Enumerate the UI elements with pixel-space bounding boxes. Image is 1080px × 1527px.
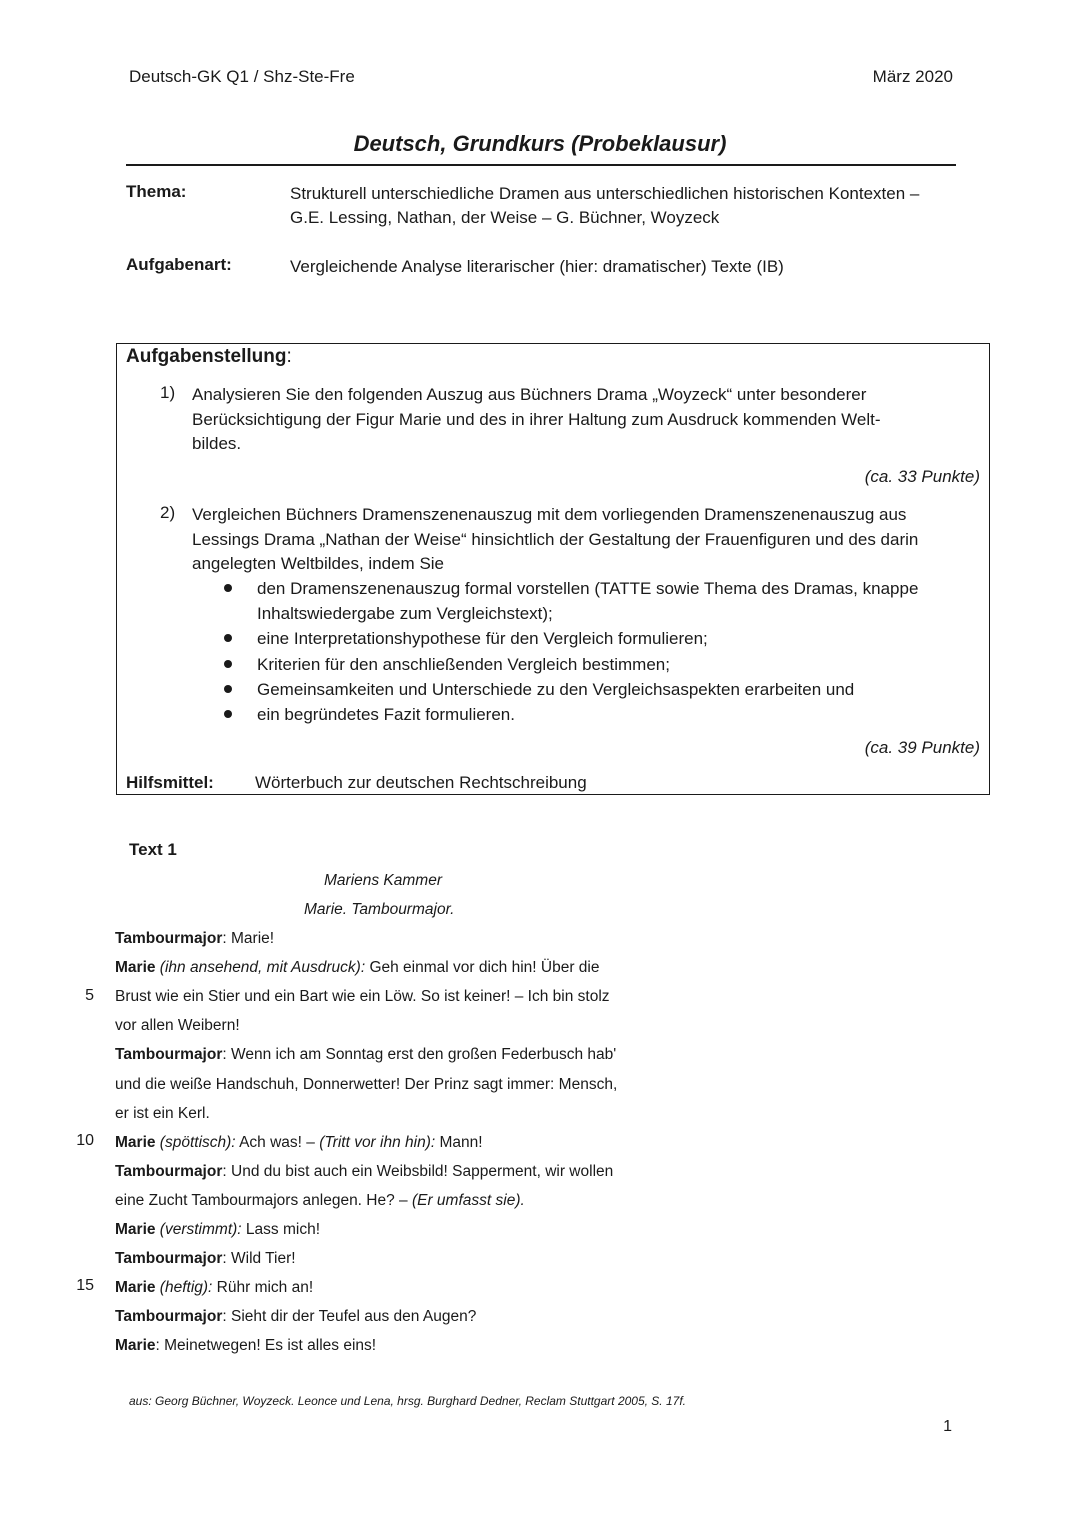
dialogue-line [115, 1163, 613, 1181]
dialogue-text: Lass mich! [245, 1221, 321, 1238]
text1-label: Text 1 [129, 840, 177, 859]
task-2-text [192, 503, 982, 577]
task-heading [126, 346, 292, 368]
task-1-number: 1) [160, 383, 176, 402]
task-2-line: Lessings Drama „Nathan der Weise“ hinsichtlich der Gestaltung der Frauenfiguren und des darin [192, 529, 919, 549]
task-1-line: Berücksichtigung der Figur Marie und des in ihrer Haltung zum Ausdruck kommenden Welt- [192, 409, 881, 429]
task-heading-colon: : [286, 346, 292, 367]
dialogue-text: vor allen Weibern! [115, 1017, 240, 1035]
separator: : [222, 1046, 231, 1064]
scene-persons: Marie. Tambourmajor. [304, 901, 455, 918]
bullet-icon [224, 660, 232, 668]
dialogue-speaker: Marie [115, 959, 156, 977]
dialogue-text: Sieht dir der Teufel aus den Augen? [231, 1308, 477, 1326]
dialogue-line [115, 1105, 210, 1123]
task-2-points: (ca. 39 Punkte) [864, 738, 980, 757]
dialogue-text: eine Zucht Tambourmajors anlegen. He? – [115, 1191, 412, 1209]
line-number-10: 10 [76, 1132, 94, 1149]
dialogue-speaker: Tambourmajor [115, 1308, 223, 1326]
separator: : [155, 1337, 165, 1355]
task-1-points: (ca. 33 Punkte) [864, 467, 980, 486]
stage-direction: (verstimmt): [155, 1221, 242, 1238]
page-number: 1 [943, 1418, 952, 1435]
bullet-item [257, 576, 977, 626]
bullet-item: Gemeinsamkeiten und Unterschiede zu den Vergleichsaspekten erarbeiten und [257, 680, 855, 699]
dialogue-text: Wild Tier! [231, 1250, 296, 1268]
task-type-value: Vergleichende Analyse literarischer (hier: dramatischer) Texte (IB) [290, 257, 784, 276]
topic-value [290, 182, 990, 230]
bullet-icon [224, 634, 232, 642]
aids-label: Hilfsmittel: [126, 773, 214, 792]
dialogue-text: Rühr mich an! [216, 1279, 314, 1297]
topic-line-1: Strukturell unterschiedliche Dramen aus unterschiedlichen historischen Kontexten – [290, 184, 920, 203]
dialogue-speaker: Tambourmajor [115, 930, 223, 947]
bullet-item: Kriterien für den anschließenden Vergleich bestimmen; [257, 655, 670, 674]
dialogue-speaker: Tambourmajor [115, 1162, 223, 1180]
dialogue-text: Geh einmal vor dich hin! Über die [369, 959, 600, 977]
dialogue-line [115, 1017, 240, 1035]
page-title: Deutsch, Grundkurs (Probeklausur) [353, 131, 727, 156]
dialogue-line [115, 1134, 483, 1152]
course-header: Deutsch-GK Q1 / Shz-Ste-Fre [129, 67, 355, 86]
task-type-label: Aufgabenart: [126, 255, 232, 274]
source-citation: aus: Georg Büchner, Woyzeck. Leonce und Lena, hrsg. Burghard Dedner, Reclam Stuttgart 2005, S. 17f. [129, 1394, 686, 1408]
dialogue-text: Brust wie ein Stier und ein Bart wie ein Löw. So ist keiner! – Ich bin stolz [115, 988, 610, 1006]
line-number-5: 5 [85, 987, 94, 1004]
title-divider [126, 164, 956, 166]
dialogue-speaker: Marie [115, 1133, 156, 1151]
task-2-line: Vergleichen Büchners Dramenszenenauszug mit dem vorliegenden Dramenszenenauszug aus [192, 505, 907, 524]
stage-direction: (Er umfasst sie). [411, 1191, 525, 1209]
dialogue-line [115, 1192, 525, 1210]
dialogue-text: Marie! [231, 930, 275, 947]
bullet-line: den Dramenszenenauszug formal vorstellen (TATTE sowie Thema des Dramas, knappe [257, 579, 919, 598]
dialogue-line [115, 1279, 313, 1297]
dialogue-speaker: Marie [115, 1221, 156, 1238]
stage-direction: (Tritt vor ihn hin): [319, 1133, 436, 1151]
aids-value: Wörterbuch zur deutschen Rechtschreibung [255, 773, 587, 792]
stage-direction: (spöttisch): [155, 1133, 236, 1151]
dialogue-line [115, 1076, 617, 1094]
separator: : [222, 1308, 231, 1326]
topic-label: Thema: [126, 182, 187, 201]
bullet-line: Inhaltswiedergabe zum Vergleichstext); [257, 604, 553, 623]
separator: : [222, 930, 231, 947]
dialogue-line [115, 1046, 616, 1064]
dialogue-speaker: Tambourmajor [115, 1046, 223, 1064]
dialogue-text: Und du bist auch ein Weibsbild! Sapperment, wir wollen [231, 1162, 614, 1180]
dialogue-line [115, 930, 274, 948]
dialogue-line [115, 1250, 296, 1268]
dialogue-text: Wenn ich am Sonntag erst den großen Federbusch hab' [231, 1046, 617, 1064]
date-header: März 2020 [872, 67, 953, 86]
line-number-15: 15 [76, 1277, 94, 1294]
stage-direction: (ihn ansehend, mit Ausdruck): [155, 959, 366, 977]
dialogue-speaker: Tambourmajor [115, 1250, 223, 1268]
dialogue-line [115, 1308, 476, 1326]
dialogue-text: er ist ein Kerl. [115, 1104, 210, 1122]
task-1-line: bildes. [192, 434, 242, 453]
dialogue-text: Ach was! – [239, 1133, 320, 1151]
dialogue-line [115, 1337, 376, 1355]
dialogue-speaker: Marie [115, 1279, 156, 1297]
scene-title: Mariens Kammer [324, 872, 442, 889]
separator: : [222, 1162, 231, 1180]
bullet-item: eine Interpretationshypothese für den Vergleich formulieren; [257, 629, 708, 648]
bullet-icon [224, 685, 232, 693]
dialogue-line [115, 959, 600, 977]
separator: : [222, 1250, 231, 1268]
task-2-number: 2) [160, 503, 176, 522]
task-1-line: Analysieren Sie den folgenden Auszug aus Büchners Drama „Woyzeck“ unter besonderer [192, 385, 867, 404]
dialogue-speaker: Marie [115, 1337, 156, 1355]
dialogue-text: Meinetwegen! Es ist alles eins! [164, 1337, 377, 1355]
dialogue-text: und die weiße Handschuh, Donnerwetter! Der Prinz sagt immer: Mensch, [115, 1075, 618, 1093]
task-2-line: angelegten Weltbildes, indem Sie [192, 554, 445, 573]
dialogue-line [115, 1221, 320, 1239]
dialogue-line [115, 988, 610, 1006]
task-1-text [192, 383, 982, 457]
stage-direction: (heftig): [155, 1279, 213, 1297]
bullet-icon [224, 710, 232, 718]
topic-line-2: G.E. Lessing, Nathan, der Weise – G. Büchner, Woyzeck [290, 208, 720, 227]
dialogue-text: Mann! [435, 1133, 483, 1151]
bullet-icon [224, 584, 232, 592]
bullet-item: ein begründetes Fazit formulieren. [257, 705, 515, 724]
task-heading-text: Aufgabenstellung [126, 346, 287, 367]
